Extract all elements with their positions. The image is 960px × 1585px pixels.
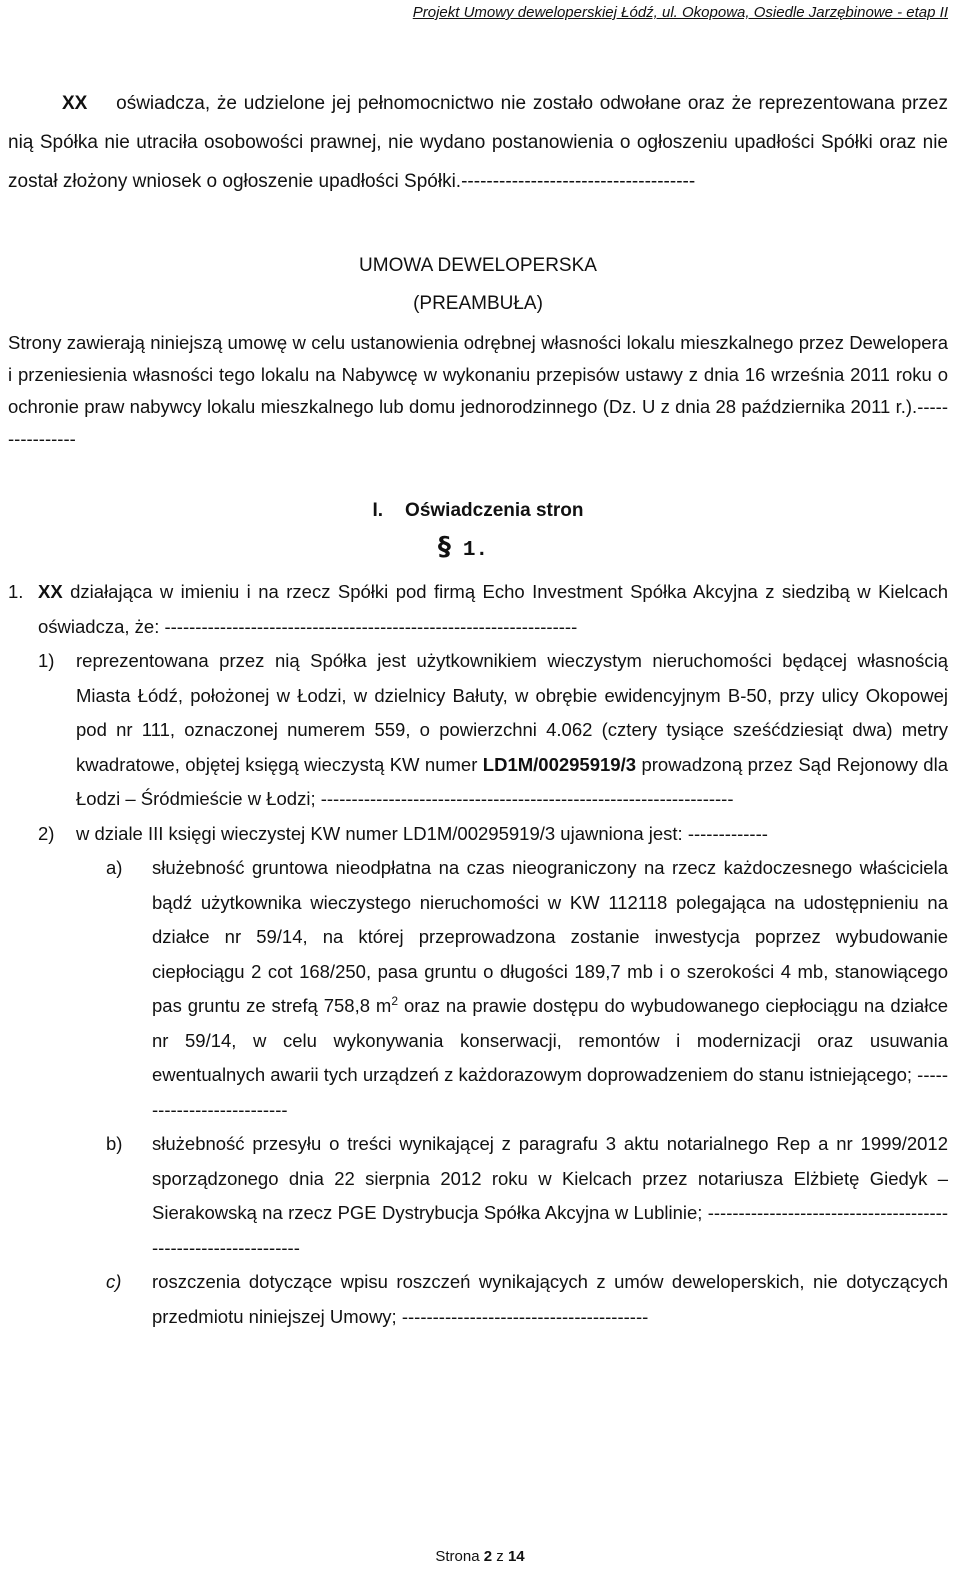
clause-1 [8,575,948,644]
intro-paragraph [8,84,948,201]
sub-text-before: służebność gruntowa nieodpłatna na czas nieograniczony na rzecz każdoczesnego właściciela bądź użytkownika wieczystego nieruchomości w KW 112118 polegająca na udostępnieniu na działce nr 59/14, na której przeprowadzona zostanie inwestycja poprzez wybudowanie ciepłociągu 2 cot 168/250, pasa gruntu o długości 189,7 mb i o szerokości 4 mb, stanowiącego pas gruntu ze strefą 758,8 m [152,857,948,1016]
footer-prefix: Strona [435,1548,480,1565]
sub-item-a-content [152,851,948,1127]
paragraph-symbol: § [437,532,451,562]
page-header [0,0,960,32]
item-label: 2) [38,822,55,844]
sub-item-text: roszczenia dotyczące wpisu roszczeń wynikających z umów deweloperskich, nie dotyczących przedmiotu niniejszej Umowy; ---------------------------------------- [152,1271,948,1327]
item-text-before: reprezentowana przez nią Spółka jest użytkownikiem wieczystym nieruchomości będącej własnością Miasta Łódź, położonej w Łodzi, w dzielnicy Bałuty, w obrębie ewidencyjnym B-50, przy ulicy Okopowej pod nr 111, oznaczonej numerem 559, o powierzchni 4.062 (cztery tysiące sześćdziesiąt dwa) metry kwadratowe, objętej księgą wieczystą KW numer [76,650,948,775]
clause-label: 1. [8,581,24,602]
document-title [8,247,948,323]
paragraph-heading [0,529,948,569]
item-1-content [76,644,948,817]
sub-item-label: b) [106,1133,123,1154]
sub-item-c [8,1265,948,1334]
footer-of: z [496,1548,504,1565]
preamble-text: Strony zawierają niniejszą umowę w celu ustanowienia odrębnej własności lokalu mieszkalnego przez Dewelopera i przeniesienia własności tego lokalu na Nabywcę w wykonaniu przepisów ustawy z dnia 16 września 2011 roku o ochronie praw nabywcy lokalu mieszkalnego lub domu jednorodzinnego (Dz. U z dnia 28 października 2011 r.).---------------- [8,332,948,449]
footer-total: 14 [507,1548,525,1565]
list-item-2 [8,817,948,852]
sub-text-after: oraz na prawie dostępu do wybudowanego ciepłociągu na działce nr 59/14, w celu wykonywania konserwacji, remontów i modernizacji oraz usuwania ewentualnych awarii tych urządzeń z każdorazowym doprowadzeniem do stanu istniejącego; --------------------------- [152,995,948,1120]
title-main: UMOWA DEWELOPERSKA [359,255,597,276]
sub-item-label: c) [106,1271,122,1292]
page-footer [0,1548,960,1565]
section-number: I. [372,500,384,521]
clauses [8,575,948,1334]
intro-party: XX [62,93,88,114]
item-text: w dziale III księgi wieczystej KW numer LD1M/00295919/3 ujawniona jest: ------------- [76,822,768,844]
document-body [8,84,948,1334]
sub-item-text: służebność przesyłu o treści wynikającej z paragrafu 3 aktu notarialnego Rep a nr 1999/2012 sporządzonego dnia 22 sierpnia 2012 roku w Kielcach przez notariusza Elżbietę Giedyk – Sierakowską na rzecz PGE Dystrybucja Spółka Akcyjna w Lublinie; --------------------------------------------------------------- [152,1133,948,1258]
item-label: 1) [38,650,55,671]
item-text-after: prowadzoną przez Sąd Rejonowy dla Łodzi – Śródmieście w Łodzi; ------------------------------------------------------------------- [76,753,948,809]
list-item-1 [8,644,948,817]
section-heading [8,493,948,529]
section-title: Oświadczenia stron [405,500,584,521]
header-title: Projekt Umowy deweloperskiej Łódź, ul. Okopowa, Osiedle Jarzębinowe - etap II [412,4,948,21]
footer-page: 2 [483,1548,493,1565]
title-sub: (PREAMBUŁA) [413,293,543,314]
sub-item-label: a) [106,857,123,878]
paragraph-number: 1. [462,539,489,562]
superscript: 2 [391,993,399,1008]
kw-number: LD1M/00295919/3 [482,753,637,775]
intro-text: oświadcza, że udzielone jej pełnomocnictwo nie zostało odwołane oraz że reprezentowana przez nią Spółka nie utraciła osobowości prawnej, nie wydano postanowienia o ogłoszeniu upadłości Spółki oraz nie został złożony wniosek o ogłoszenie upadłości Spółki.------------------------------------- [8,93,948,192]
sub-item-b [8,1127,948,1265]
clause-1-content [38,575,948,644]
clause-text: działająca w imieniu i na rzecz Spółki pod firmą Echo Investment Spółka Akcyjna z siedzibą w Kielcach oświadcza, że: ------------------------------------------------------------------- [38,581,948,637]
clause-party: XX [38,581,63,602]
sub-item-a [8,851,948,1127]
